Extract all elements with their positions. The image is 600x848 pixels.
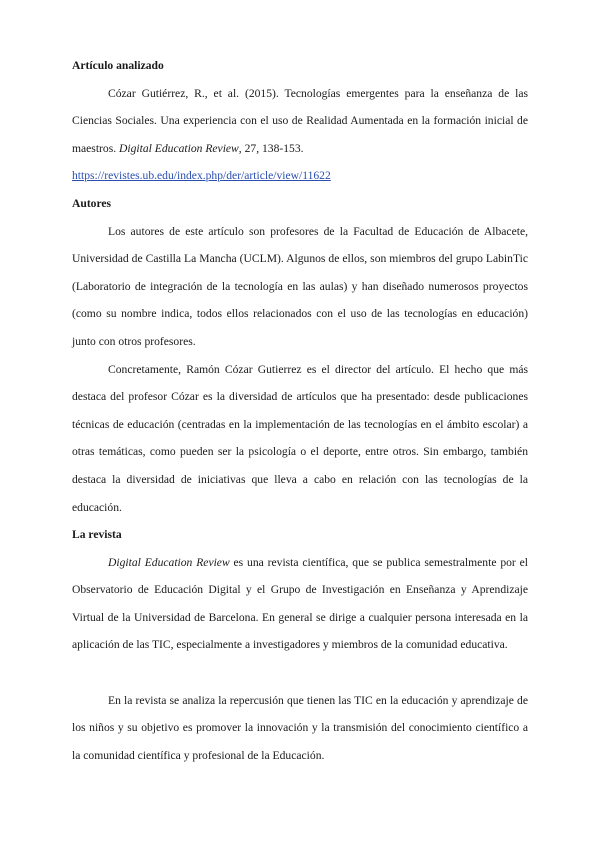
- heading-autores: Autores: [72, 196, 112, 210]
- heading-articulo-analizado: Artículo analizado: [72, 59, 164, 72]
- heading-la-revista: La revista: [72, 528, 122, 542]
- citation-link[interactable]: https://revistes.ub.edu/index.php/der/article/view/11622: [72, 169, 331, 183]
- autores-paragraph-2: Concretamente, Ramón Cózar Gutierrez es el director del artículo. El hecho que más destaca del profesor Cózar es la diversidad de artículos que ha presentado: desde publicaciones técnicas de educación (centradas en la implementación de las tecnologías en el ámbito escolar) a otras temáticas, como pueden ser la psicología o el deporte, entre otros. Sin embargo, también destaca la diversidad de iniciativas que lleva a cabo en relación con las tecnologías de la educación.: [72, 362, 528, 514]
- revista-journal-name: Digital Education Review: [108, 555, 230, 569]
- revista-paragraph-2: En la revista se analiza la repercusión que tienen las TIC en la educación y aprendizaje de los niños y su objetivo es promover la innovación y la transmisión del conocimiento científico a la comunidad científica y profesional de la Educación.: [72, 693, 528, 762]
- revista-paragraph-1-text: es una revista científica, que se publica semestralmente por el Observatorio de Educación Digital y el Grupo de Investigación en Enseñanza y Aprendizaje Virtual de la Universidad de Barcelona. En general se dirige a cualquier persona interesada en la aplicación de las TIC, especialmente a investigadores y miembros de la comunidad educativa.: [72, 555, 528, 652]
- revista-paragraph-1: [72, 549, 528, 659]
- autores-paragraph-1: Los autores de este artículo son profesores de la Facultad de Educación de Albacete, Universidad de Castilla La Mancha (UCLM). Algunos de ellos, son miembros del grupo LabinTic (Laboratorio de integración de la tecnología en las aulas) y han diseñado numerosos proyectos (como su nombre indica, todos ellos relacionados con el uso de las tecnologías en educación) junto con otros profesores.: [72, 224, 528, 348]
- citation-rest: , 27, 138-153.: [238, 141, 304, 155]
- citation: [72, 80, 528, 163]
- citation-text: Cózar Gutiérrez, R., et al. (2015). Tecnologías emergentes para la enseñanza de las Ciencias Sociales. Una experiencia con el uso de Realidad Aumentada en la formación inicial de maestros.: [72, 86, 528, 155]
- document-body: [72, 52, 528, 769]
- citation-journal: Digital Education Review: [119, 141, 239, 155]
